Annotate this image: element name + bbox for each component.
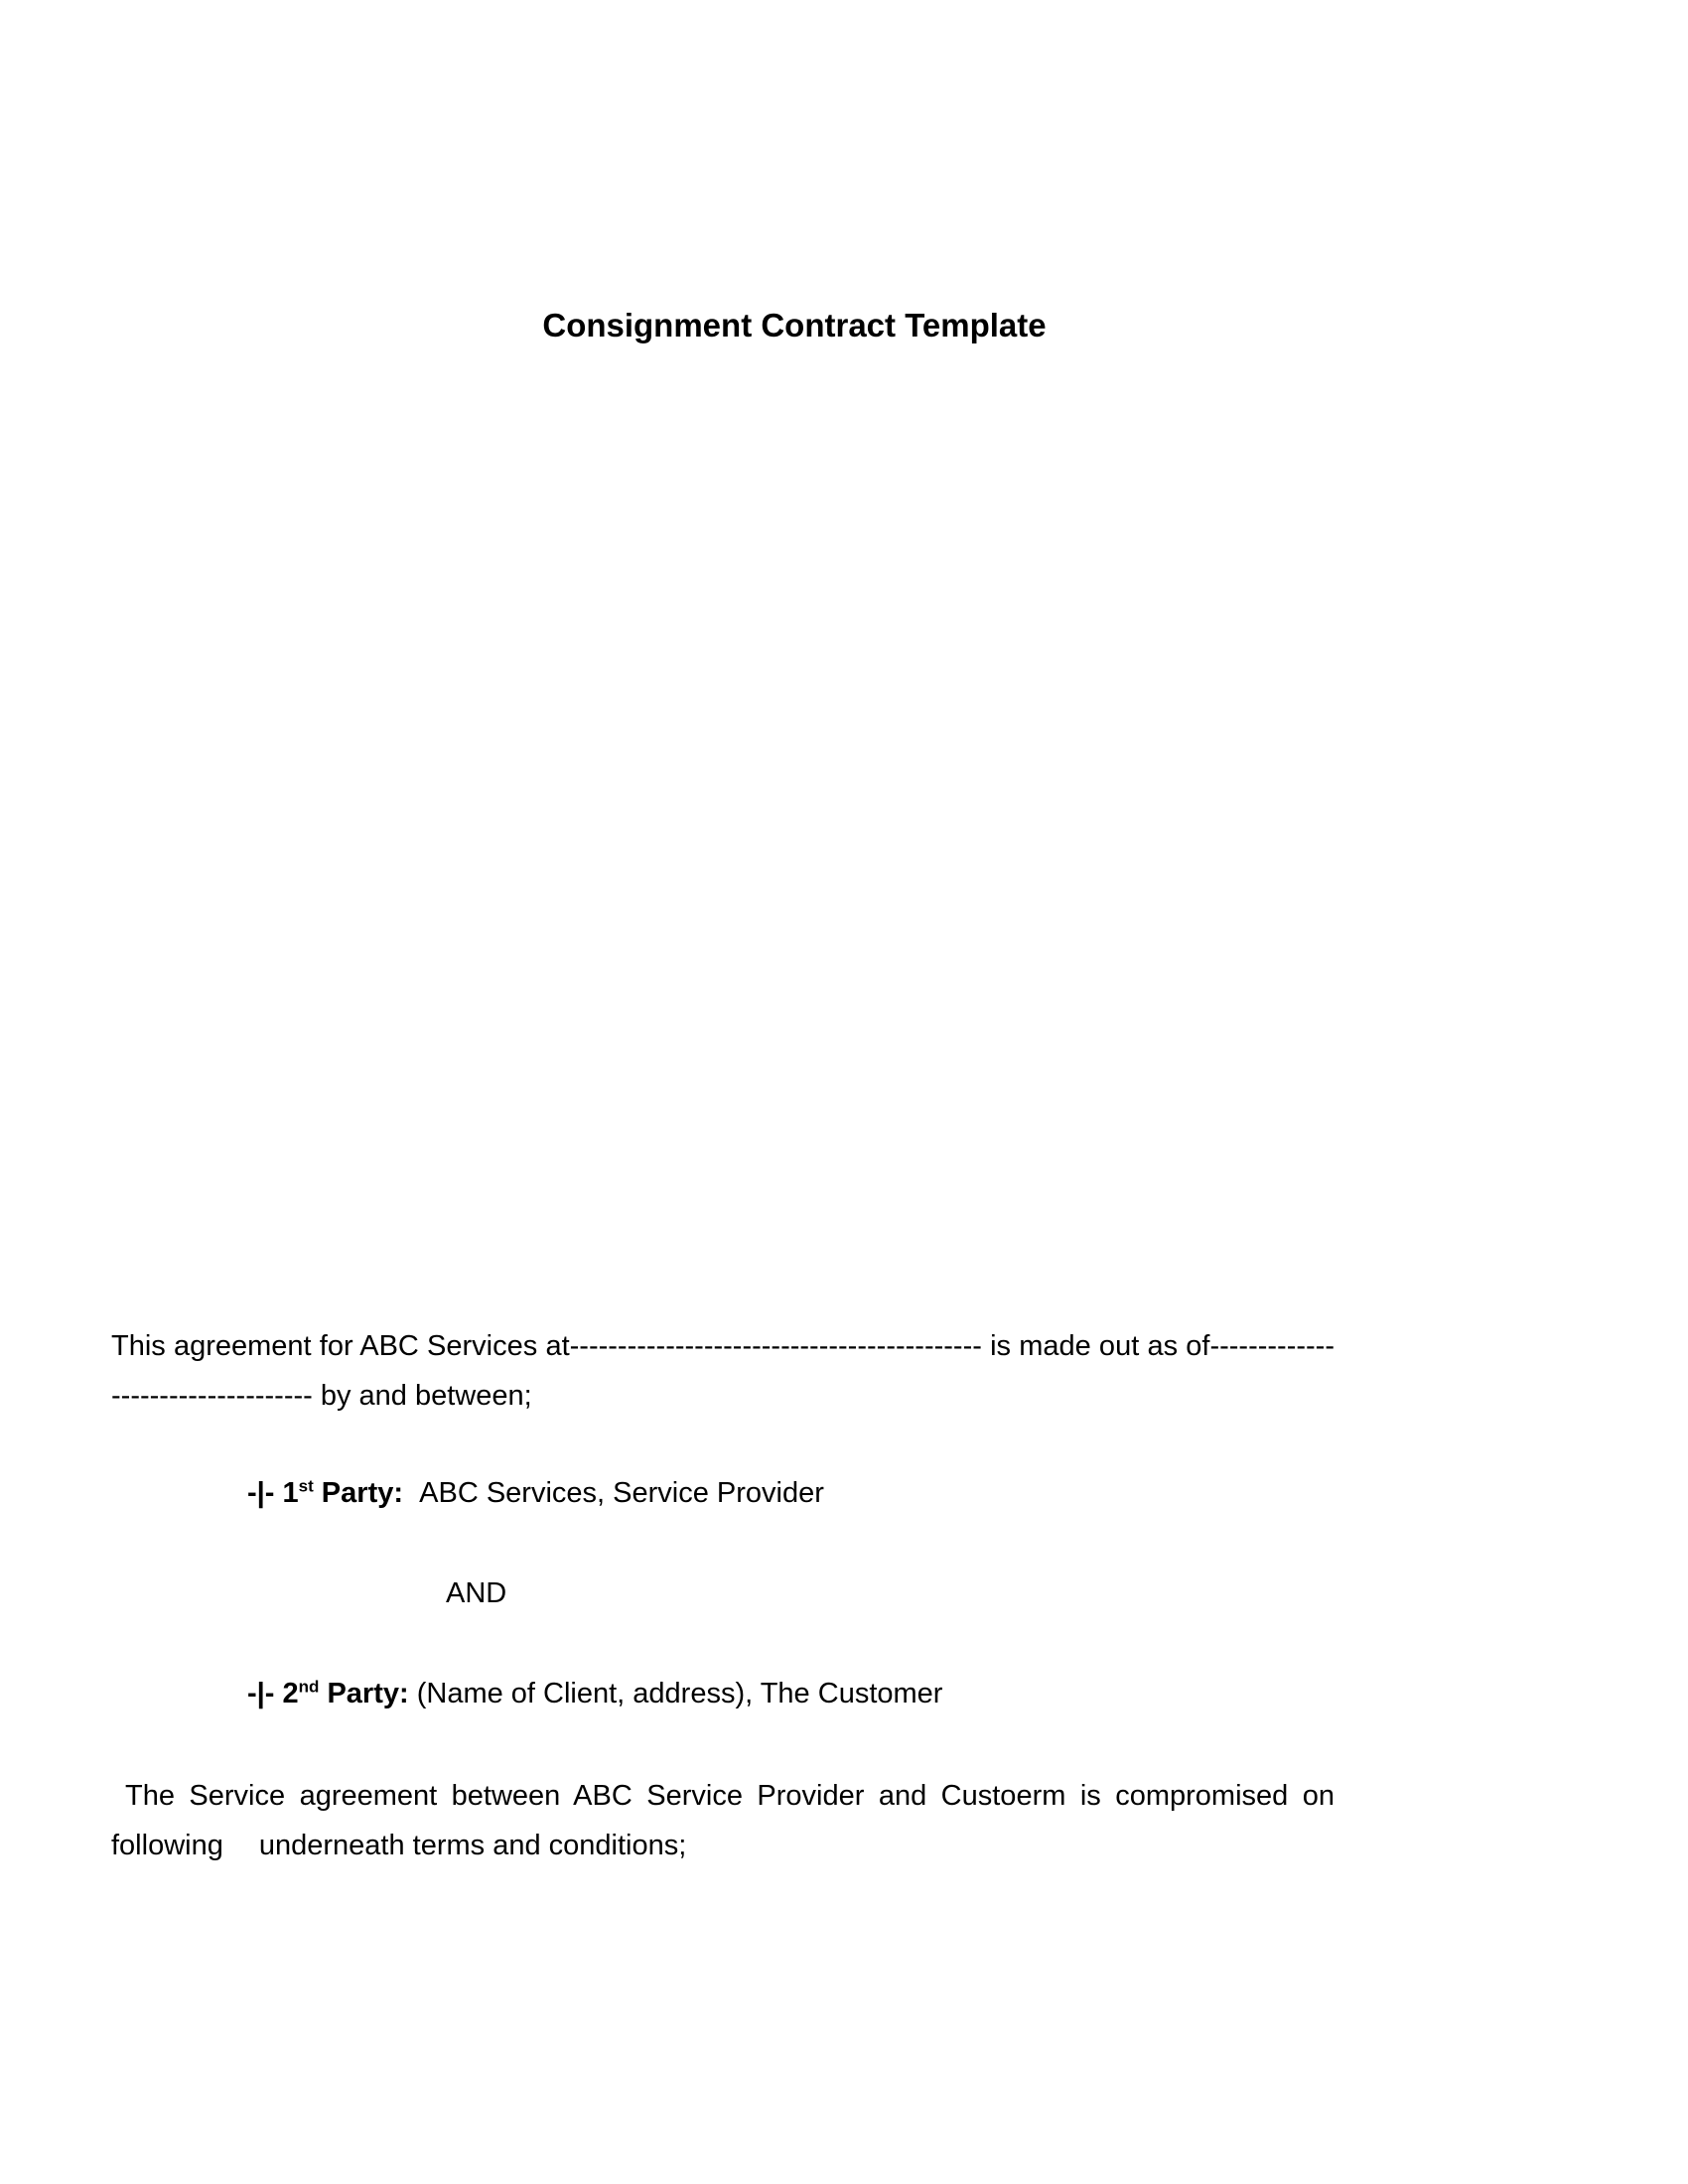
first-party-ordinal: st: [298, 1476, 314, 1496]
second-party-line: [247, 1674, 942, 1713]
first-party-value: ABC Services, Service Provider: [419, 1477, 824, 1509]
first-party-line: [247, 1473, 824, 1513]
closing-tail: underneath terms and conditions;: [258, 1830, 687, 1861]
first-party-label: Party:: [313, 1477, 404, 1509]
second-party-value: (Name of Client, address), The Customer: [408, 1678, 943, 1709]
intro-paragraph: [111, 1321, 1335, 1421]
conjunction-and: AND: [446, 1577, 507, 1609]
second-party-label: Party:: [319, 1678, 409, 1709]
second-party-ordinal: nd: [298, 1677, 320, 1697]
second-party-heading: [247, 1678, 409, 1709]
first-party-heading: [247, 1477, 403, 1509]
closing-paragraph: [111, 1771, 1335, 1870]
intro-text: This agreement for ABC Services at------------------------------------------- is made out as of----------------------------------: [111, 1330, 1335, 1412]
second-party-marker: -|- 2: [247, 1678, 299, 1709]
document-title: Consignment Contract Template: [542, 307, 1047, 343]
intro-tail: by and between;: [312, 1380, 532, 1412]
closing-text: The Service agreement between ABC Service Provider and Custoerm is compromised on following: [111, 1780, 1335, 1861]
first-party-marker: -|- 1: [247, 1477, 299, 1509]
